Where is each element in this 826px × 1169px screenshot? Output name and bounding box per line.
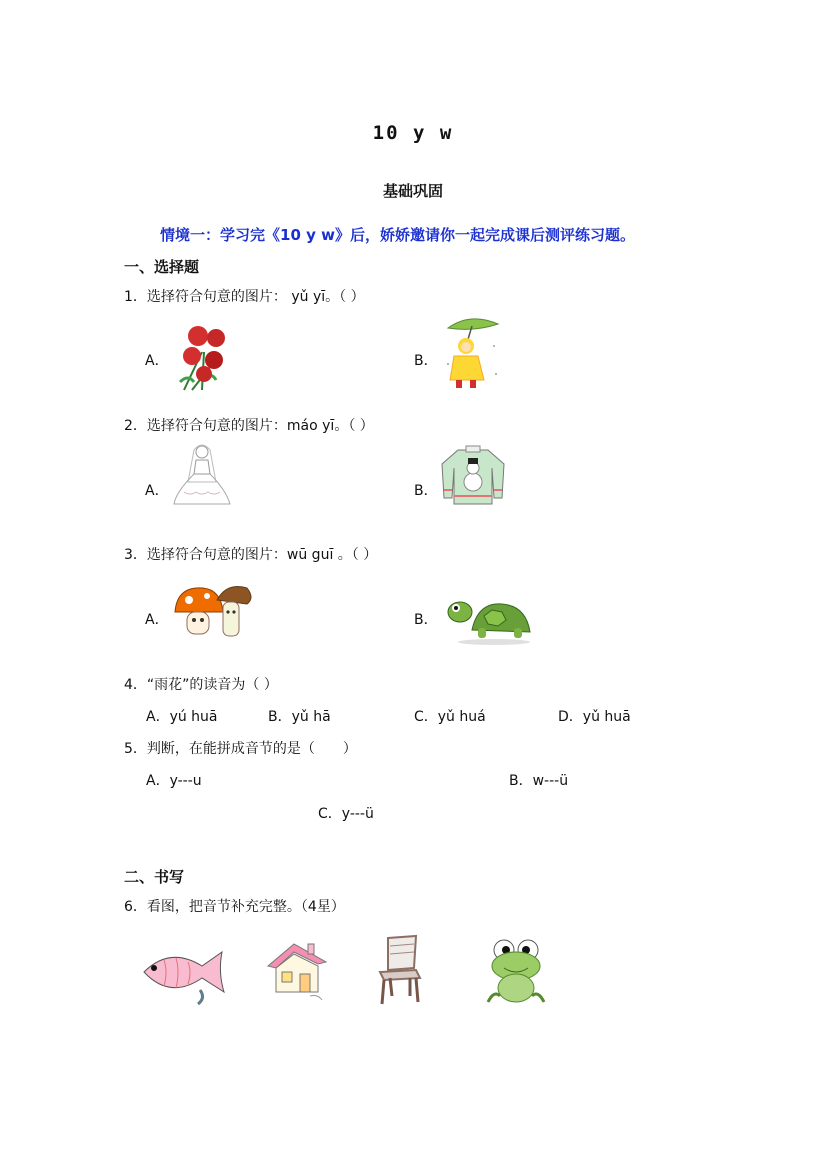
turtle-icon[interactable] [444,594,534,646]
question-4-option-c[interactable]: C．yǔ huá [414,709,486,725]
question-3-text: 3．选择符合句意的图片：wū guī 。（ ） [124,547,378,563]
question-2-option-a-label[interactable]: A． [145,483,169,499]
question-4-option-a[interactable]: A．yú huā [146,709,218,725]
scenario-text: 情境一：学习完《10 y w》后，娇娇邀请你一起完成课后测评练习题。 [160,226,635,244]
raincoat-child-icon[interactable] [444,316,502,392]
page-subtitle: 基础巩固 [382,182,443,200]
frog-icon [484,936,548,1006]
question-2-option-b-label[interactable]: B． [414,483,438,499]
question-6-text: 6．看图，把音节补充完整。（4星） [124,899,345,915]
question-1-option-b-label[interactable]: B． [414,353,438,369]
section-choice-heading: 一、选择题 [124,258,200,276]
question-1-option-a-label[interactable]: A． [145,353,169,369]
sweater-icon[interactable] [440,444,506,506]
question-4-option-b[interactable]: B．yǔ hā [268,709,331,725]
question-1-text: 1．选择符合句意的图片： yǔ yī。（ ） [124,289,365,305]
mushrooms-icon[interactable] [173,582,253,642]
wedding-dress-icon[interactable] [172,442,232,506]
question-5-option-a[interactable]: A．y---u [146,773,202,789]
question-4-text: 4．“雨花”的读音为（ ） [124,677,278,693]
question-3-option-a-label[interactable]: A． [145,612,169,628]
section-writing-heading: 二、书写 [124,868,185,886]
question-4-option-d[interactable]: D．yǔ huā [558,709,631,725]
question-3-option-b-label[interactable]: B． [414,612,438,628]
question-2-text: 2．选择符合句意的图片：máo yī。（ ） [124,418,374,434]
question-5-option-b[interactable]: B．w---ü [509,773,569,789]
page-title: 10 y w [372,122,454,144]
question-5-text: 5．判断，在能拼成音节的是（ ） [124,741,357,757]
house-icon [266,940,328,1004]
fish-icon [140,944,226,1006]
question-5-option-c[interactable]: C．y---ü [318,806,374,822]
chair-icon [376,934,424,1006]
roses-icon[interactable] [174,322,230,392]
